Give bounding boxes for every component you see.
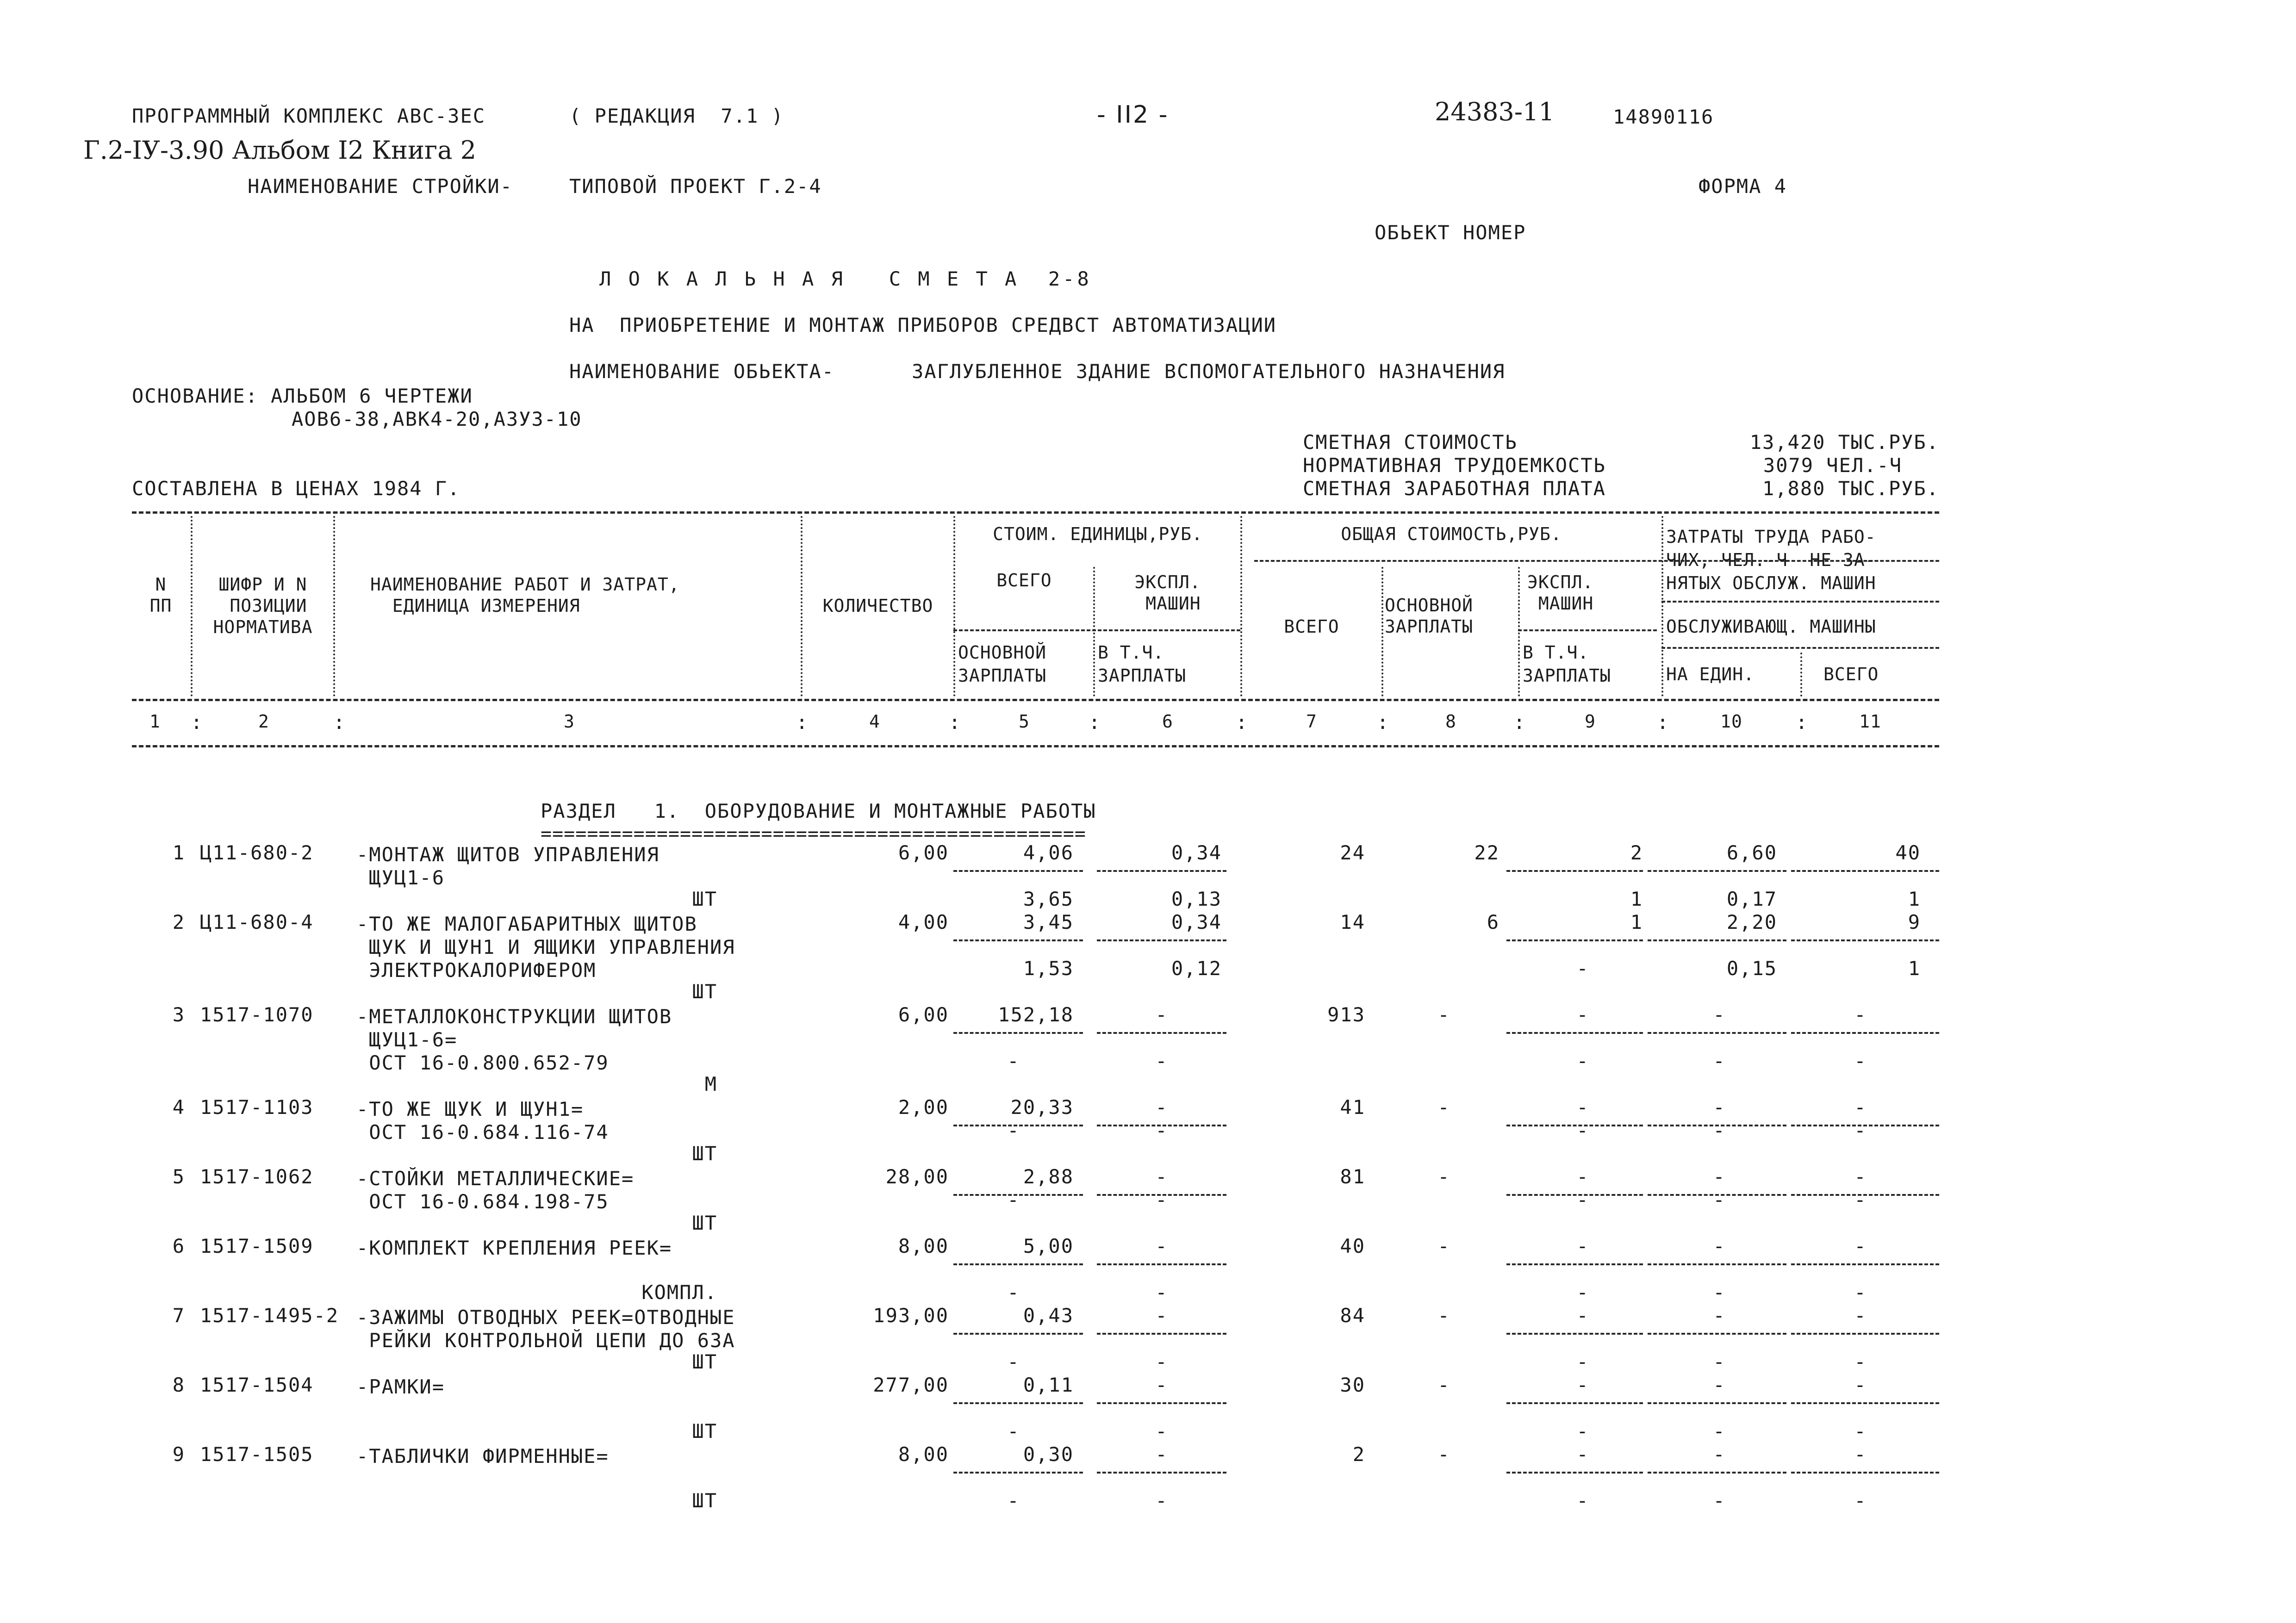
cell-c7: 14: [1340, 911, 1365, 933]
cell-separator: [1506, 939, 1643, 941]
cell-c6a: -: [1155, 1443, 1168, 1466]
cell-c7: 40: [1340, 1235, 1365, 1257]
cell-separator: [1097, 1333, 1226, 1335]
cell-c9b: -: [1576, 1489, 1589, 1512]
cell-c6a: 0,34: [1171, 841, 1222, 864]
norm-code: 1517-1070: [200, 1003, 314, 1026]
cell-c11b: -: [1854, 1489, 1867, 1512]
cell-c5a: 2,88: [1023, 1165, 1074, 1188]
norm-code: 1517-1505: [200, 1443, 314, 1466]
unit-incl-header: В Т.Ч. ЗАРПЛАТЫ: [1098, 642, 1187, 686]
summary-label-wage: СМЕТНАЯ ЗАРАБОТНАЯ ПЛАТА: [1303, 477, 1606, 500]
cell-c10a: -: [1713, 1003, 1726, 1026]
unit-of-measure: ШТ: [692, 1350, 717, 1373]
cell-c5a: 0,43: [1023, 1304, 1074, 1327]
cell-c9b: -: [1576, 1188, 1589, 1211]
cell-c11b: 1: [1908, 888, 1921, 910]
unit-of-measure: М: [704, 1073, 717, 1095]
cell-c11a: 40: [1895, 841, 1921, 864]
cell-c5b: -: [1007, 1119, 1020, 1142]
cell-separator: [1791, 1032, 1939, 1034]
cell-c7: 24: [1340, 841, 1365, 864]
cell-c9b: -: [1576, 957, 1589, 980]
cell-c5b: -: [1007, 1188, 1020, 1211]
cell-separator: [953, 870, 1083, 872]
col-number-5: 5: [1019, 711, 1030, 732]
row-number: 4: [172, 1096, 185, 1119]
section-underline: ===============================================: [541, 823, 1086, 845]
cell-c7: 2: [1352, 1443, 1365, 1466]
object-value: ЗАГЛУБЛЕННОЕ ЗДАНИЕ ВСПОМОГАТЕЛЬНОГО НАЗНАЧЕНИЯ: [912, 360, 1506, 383]
cell-c9a: -: [1576, 1003, 1589, 1026]
row-number: 2: [172, 911, 185, 933]
cell-separator: [953, 1333, 1083, 1335]
cell-c10b: -: [1713, 1050, 1726, 1072]
cell-c5a: 4,06: [1023, 841, 1074, 864]
summary-value-labor: 3079 ЧЕЛ.-Ч: [1763, 454, 1902, 477]
cell-c11b: -: [1854, 1420, 1867, 1443]
quantity: 2,00: [898, 1096, 949, 1119]
cell-c10b: 0,17: [1726, 888, 1777, 910]
col-number-9: 9: [1585, 711, 1596, 732]
cell-separator: [953, 939, 1083, 941]
cell-c10b: -: [1713, 1119, 1726, 1142]
quantity: 8,00: [898, 1443, 949, 1466]
cell-c9a: -: [1576, 1096, 1589, 1119]
cell-c8: -: [1437, 1003, 1450, 1026]
row-number: 1: [172, 841, 185, 864]
cell-c10b: -: [1713, 1281, 1726, 1304]
cell-separator: [1506, 1032, 1643, 1034]
cell-c8: -: [1437, 1165, 1450, 1188]
cell-c6b: -: [1155, 1281, 1168, 1304]
unit-total-header: ВСЕГО: [996, 570, 1052, 591]
cell-c5a: 20,33: [1010, 1096, 1074, 1119]
cell-separator: [1506, 1333, 1643, 1335]
cell-separator: [1791, 1333, 1939, 1335]
cell-separator: [1791, 1263, 1939, 1265]
cell-c5b: -: [1007, 1489, 1020, 1512]
program-edition: ( РЕДАКЦИЯ 7.1 ): [569, 105, 784, 127]
object-number: ОБЬЕКТ НОМЕР: [1375, 221, 1526, 244]
cell-c10b: -: [1713, 1188, 1726, 1211]
unit-of-measure: ШТ: [692, 1212, 717, 1234]
cell-separator: [1506, 1263, 1643, 1265]
labor-total-header: ВСЕГО: [1823, 664, 1879, 684]
quantity: 4,00: [898, 911, 949, 933]
construction-label: НАИМЕНОВАНИЕ СТРОЙКИ-: [248, 175, 513, 198]
cell-c9a: -: [1576, 1165, 1589, 1188]
cell-c5b: -: [1007, 1050, 1020, 1072]
labor-unit-header: НА ЕДИН.: [1666, 664, 1755, 684]
cell-separator: [1648, 939, 1786, 941]
cell-c5b: -: [1007, 1281, 1020, 1304]
cell-c6b: -: [1155, 1489, 1168, 1512]
cell-c10a: -: [1713, 1304, 1726, 1327]
cell-c9a: 2: [1630, 841, 1643, 864]
cell-c8: -: [1437, 1304, 1450, 1327]
cell-separator: [1097, 1402, 1226, 1404]
object-label: НАИМЕНОВАНИЕ ОБЬЕКТА-: [569, 360, 835, 383]
program-name: ПРОГРАММНЫЙ КОМПЛЕКС АВС-ЗЕС: [132, 105, 486, 127]
cell-separator: [1097, 870, 1226, 872]
cell-c6b: -: [1155, 1350, 1168, 1373]
basis-line-1: ОСНОВАНИЕ: АЛЬБОМ 6 ЧЕРТЕЖИ: [132, 385, 473, 407]
cell-separator: [1648, 1333, 1786, 1335]
cell-c8: 22: [1474, 841, 1500, 864]
row-number: 5: [172, 1165, 185, 1188]
unit-of-measure: ШТ: [692, 1420, 717, 1443]
unit-wage-header: ОСНОВНОЙ ЗАРПЛАТЫ: [958, 642, 1047, 686]
cell-c6a: -: [1155, 1374, 1168, 1396]
cell-c7: 81: [1340, 1165, 1365, 1188]
summary-value-wage: 1,880 ТЫС.РУБ.: [1762, 477, 1939, 500]
cell-separator: [1506, 870, 1643, 872]
row-number: 8: [172, 1374, 185, 1396]
work-name: -СТОЙКИ МЕТАЛЛИЧЕСКИЕ= ОСТ 16-0.684.198-75: [356, 1167, 635, 1213]
cell-c10a: -: [1713, 1096, 1726, 1119]
norm-code: 1517-1103: [200, 1096, 314, 1119]
unit-of-measure: ШТ: [692, 1489, 717, 1512]
construction-value: ТИПОВОЙ ПРОЕКТ Г.2-4: [569, 175, 822, 198]
cell-c6b: -: [1155, 1050, 1168, 1072]
col-number-7: 7: [1306, 711, 1317, 732]
col-number-11: 11: [1859, 711, 1881, 732]
cell-c5a: 0,11: [1023, 1374, 1074, 1396]
cell-c11a: -: [1854, 1443, 1867, 1466]
cell-c10b: -: [1713, 1350, 1726, 1373]
cell-separator: [1648, 1032, 1786, 1034]
cell-c5a: 152,18: [998, 1003, 1074, 1026]
quantity: 28,00: [885, 1165, 949, 1188]
cell-separator: [1506, 1472, 1643, 1474]
col-number-6: 6: [1162, 711, 1173, 732]
cell-separator: [1648, 1402, 1786, 1404]
total-mach-header: ЭКСПЛ. МАШИН: [1527, 572, 1594, 614]
album-reference: Г.2-IУ-3.90 Альбом I2 Книга 2: [83, 136, 476, 165]
cell-c11b: -: [1854, 1281, 1867, 1304]
col-number-10: 10: [1720, 711, 1742, 732]
cell-c7: 913: [1327, 1003, 1365, 1026]
cell-c9a: -: [1576, 1374, 1589, 1396]
cell-c8: -: [1437, 1096, 1450, 1119]
unit-cost-header: СТОИМ. ЕДИНИЦЫ,РУБ.: [993, 524, 1203, 544]
col-2-header: ШИФР И N ПОЗИЦИИ НОРМАТИВА: [213, 574, 313, 637]
col-number-2: 2: [258, 711, 269, 732]
total-cost-header: ОБЩАЯ СТОИМОСТЬ,РУБ.: [1341, 524, 1562, 544]
cell-c10b: -: [1713, 1420, 1726, 1443]
work-name: -МЕТАЛЛОКОНСТРУКЦИИ ЩИТОВ ЩУЦ1-6= ОСТ 16-0.800.652-79: [356, 1005, 672, 1074]
work-name: -МОНТАЖ ЩИТОВ УПРАВЛЕНИЯ ЩУЦ1-6: [356, 843, 660, 889]
row-number: 7: [172, 1304, 185, 1327]
page-number: - II2 -: [1097, 101, 1169, 129]
cell-c5b: 1,53: [1023, 957, 1074, 980]
cell-separator: [953, 1263, 1083, 1265]
total-incl-header: В Т.Ч. ЗАРПЛАТЫ: [1523, 642, 1612, 686]
cell-c6a: -: [1155, 1096, 1168, 1119]
unit-of-measure: ШТ: [692, 1142, 717, 1165]
cell-c10a: -: [1713, 1165, 1726, 1188]
cell-c9b: -: [1576, 1119, 1589, 1142]
cell-c6a: -: [1155, 1304, 1168, 1327]
cell-c11b: 1: [1908, 957, 1921, 980]
cell-c8: -: [1437, 1235, 1450, 1257]
quantity: 277,00: [873, 1374, 949, 1396]
cell-separator: [1791, 1402, 1939, 1404]
cell-separator: [1097, 1032, 1226, 1034]
work-name: -ТО ЖЕ ЩУК И ЩУН1= ОСТ 16-0.684.116-74: [356, 1098, 609, 1144]
cell-c9b: -: [1576, 1350, 1589, 1373]
labor-header: ЗАТРАТЫ ТРУДА РАБО- ЧИХ, ЧЕЛ.-Ч НЕ ЗА- НЯТЫХ ОБСЛУЖ. МАШИН: [1666, 527, 1876, 593]
cell-c6b: 0,13: [1171, 888, 1222, 910]
cell-separator: [1506, 1402, 1643, 1404]
labor-mach-header: ОБСЛУЖИВАЮЩ. МАШИНЫ: [1666, 616, 1876, 637]
cell-c11b: -: [1854, 1188, 1867, 1211]
cell-separator: [1097, 1472, 1226, 1474]
cell-c11a: -: [1854, 1304, 1867, 1327]
cell-c9b: 1: [1630, 888, 1643, 910]
prices-basis: СОСТАВЛЕНА В ЦЕНАХ 1984 Г.: [132, 477, 460, 500]
col-number-8: 8: [1445, 711, 1456, 732]
cell-c10a: 2,20: [1726, 911, 1777, 933]
cell-separator: [953, 1402, 1083, 1404]
cell-c11a: -: [1854, 1165, 1867, 1188]
work-name: -ТО ЖЕ МАЛОГАБАРИТНЫХ ЩИТОВ ЩУК И ЩУН1 И ЯЩИКИ УПРАВЛЕНИЯ ЭЛЕКТРОКАЛОРИФЕРОМ: [356, 913, 735, 982]
cell-separator: [1648, 870, 1786, 872]
cell-separator: [1097, 1263, 1226, 1265]
unit-of-measure: ШТ: [692, 980, 717, 1003]
cell-c11a: -: [1854, 1235, 1867, 1257]
cell-c11a: -: [1854, 1096, 1867, 1119]
cell-separator: [1791, 939, 1939, 941]
norm-code: 1517-1504: [200, 1374, 314, 1396]
cell-c10a: -: [1713, 1374, 1726, 1396]
total-all-header: ВСЕГО: [1284, 616, 1339, 637]
cell-separator: [1791, 1472, 1939, 1474]
col-3-header: НАИМЕНОВАНИЕ РАБОТ И ЗАТРАТ, ЕДИНИЦА ИЗМЕРЕНИЯ: [370, 574, 680, 616]
cell-c11b: -: [1854, 1119, 1867, 1142]
cell-c9a: -: [1576, 1443, 1589, 1466]
cell-c5a: 5,00: [1023, 1235, 1074, 1257]
cell-separator: [953, 1032, 1083, 1034]
cell-c9a: -: [1576, 1235, 1589, 1257]
norm-code: 1517-1509: [200, 1235, 314, 1257]
cell-c11a: 9: [1908, 911, 1921, 933]
cell-c10b: -: [1713, 1489, 1726, 1512]
row-number: 6: [172, 1235, 185, 1257]
section-title: РАЗДЕЛ 1. ОБОРУДОВАНИЕ И МОНТАЖНЫЕ РАБОТЫ: [541, 800, 1096, 822]
cell-c6b: 0,12: [1171, 957, 1222, 980]
cell-c11b: -: [1854, 1350, 1867, 1373]
cell-c9b: -: [1576, 1420, 1589, 1443]
document-title: Л О К А Л Ь Н А Я С М Е Т А 2-8: [599, 267, 1092, 290]
cell-c6a: -: [1155, 1165, 1168, 1188]
row-number: 9: [172, 1443, 185, 1466]
cell-c9a: 1: [1630, 911, 1643, 933]
quantity: 6,00: [898, 841, 949, 864]
document-subtitle: НА ПРИОБРЕТЕНИЕ И МОНТАЖ ПРИБОРОВ СРЕДВСТ АВТОМАТИЗАЦИИ: [569, 314, 1277, 336]
cell-c6a: -: [1155, 1235, 1168, 1257]
cell-c6b: -: [1155, 1420, 1168, 1443]
cell-separator: [1648, 1263, 1786, 1265]
cell-c10a: 6,60: [1726, 841, 1777, 864]
cell-separator: [1791, 870, 1939, 872]
cell-c11b: -: [1854, 1050, 1867, 1072]
cell-separator: [1097, 939, 1226, 941]
document-code: 14890116: [1613, 106, 1714, 128]
cell-c9b: -: [1576, 1281, 1589, 1304]
quantity: 6,00: [898, 1003, 949, 1026]
unit-of-measure: ШТ: [692, 888, 717, 910]
quantity: 8,00: [898, 1235, 949, 1257]
cell-c7: 41: [1340, 1096, 1365, 1119]
cell-c6a: 0,34: [1171, 911, 1222, 933]
cell-c11a: -: [1854, 1003, 1867, 1026]
norm-code: Ц11-680-2: [200, 841, 314, 864]
cell-c6b: -: [1155, 1188, 1168, 1211]
cell-c5b: -: [1007, 1420, 1020, 1443]
work-name: -КОМПЛЕКТ КРЕПЛЕНИЯ РЕЕК=: [356, 1237, 672, 1259]
cell-c9b: -: [1576, 1050, 1589, 1072]
cell-c7: 84: [1340, 1304, 1365, 1327]
quantity: 193,00: [873, 1304, 949, 1327]
col-4-header: КОЛИЧЕСТВО: [822, 596, 933, 616]
cell-c5b: -: [1007, 1350, 1020, 1373]
norm-code: Ц11-680-4: [200, 911, 314, 933]
summary-label-cost: СМЕТНАЯ СТОИМОСТЬ: [1303, 431, 1518, 454]
total-wage-header: ОСНОВНОЙ ЗАРПЛАТЫ: [1385, 595, 1474, 637]
cell-c11a: -: [1854, 1374, 1867, 1396]
col-number-4: 4: [869, 711, 880, 732]
cell-separator: [1648, 1472, 1786, 1474]
cell-c8: 6: [1487, 911, 1500, 933]
cell-c10a: -: [1713, 1443, 1726, 1466]
form-label: ФОРМА 4: [1699, 175, 1787, 198]
col-number-1: 1: [149, 711, 161, 732]
col-number-3: 3: [564, 711, 575, 732]
cell-c5a: 0,30: [1023, 1443, 1074, 1466]
work-name: -ЗАЖИМЫ ОТВОДНЫХ РЕЕК=ОТВОДНЫЕ РЕЙКИ КОНТРОЛЬНОЙ ЦЕПИ ДО 63А: [356, 1306, 735, 1352]
cell-c7: 30: [1340, 1374, 1365, 1396]
unit-mach-header: ЭКСПЛ. МАШИН: [1134, 572, 1201, 614]
cell-c10a: -: [1713, 1235, 1726, 1257]
document-number: 24383-11: [1435, 97, 1555, 126]
summary-value-cost: 13,420 ТЫС.РУБ.: [1749, 431, 1939, 454]
cell-c8: -: [1437, 1374, 1450, 1396]
cell-c10b: 0,15: [1726, 957, 1777, 980]
work-name: -РАМКИ=: [356, 1375, 445, 1398]
norm-code: 1517-1062: [200, 1165, 314, 1188]
cell-c6a: -: [1155, 1003, 1168, 1026]
summary-label-labor: НОРМАТИВНАЯ ТРУДОЕМКОСТЬ: [1303, 454, 1606, 477]
cell-c6b: -: [1155, 1119, 1168, 1142]
cell-c5b: 3,65: [1023, 888, 1074, 910]
norm-code: 1517-1495-2: [200, 1304, 339, 1327]
row-number: 3: [172, 1003, 185, 1026]
unit-of-measure: КОМПЛ.: [641, 1281, 717, 1304]
cell-c5a: 3,45: [1023, 911, 1074, 933]
work-name: -ТАБЛИЧКИ ФИРМЕННЫЕ=: [356, 1445, 609, 1468]
cell-c8: -: [1437, 1443, 1450, 1466]
basis-line-2: АОВ6-38,АВК4-20,АЗУЗ-10: [292, 408, 582, 430]
col-1-header: N ПП: [149, 574, 172, 616]
cell-separator: [953, 1472, 1083, 1474]
cell-c9a: -: [1576, 1304, 1589, 1327]
